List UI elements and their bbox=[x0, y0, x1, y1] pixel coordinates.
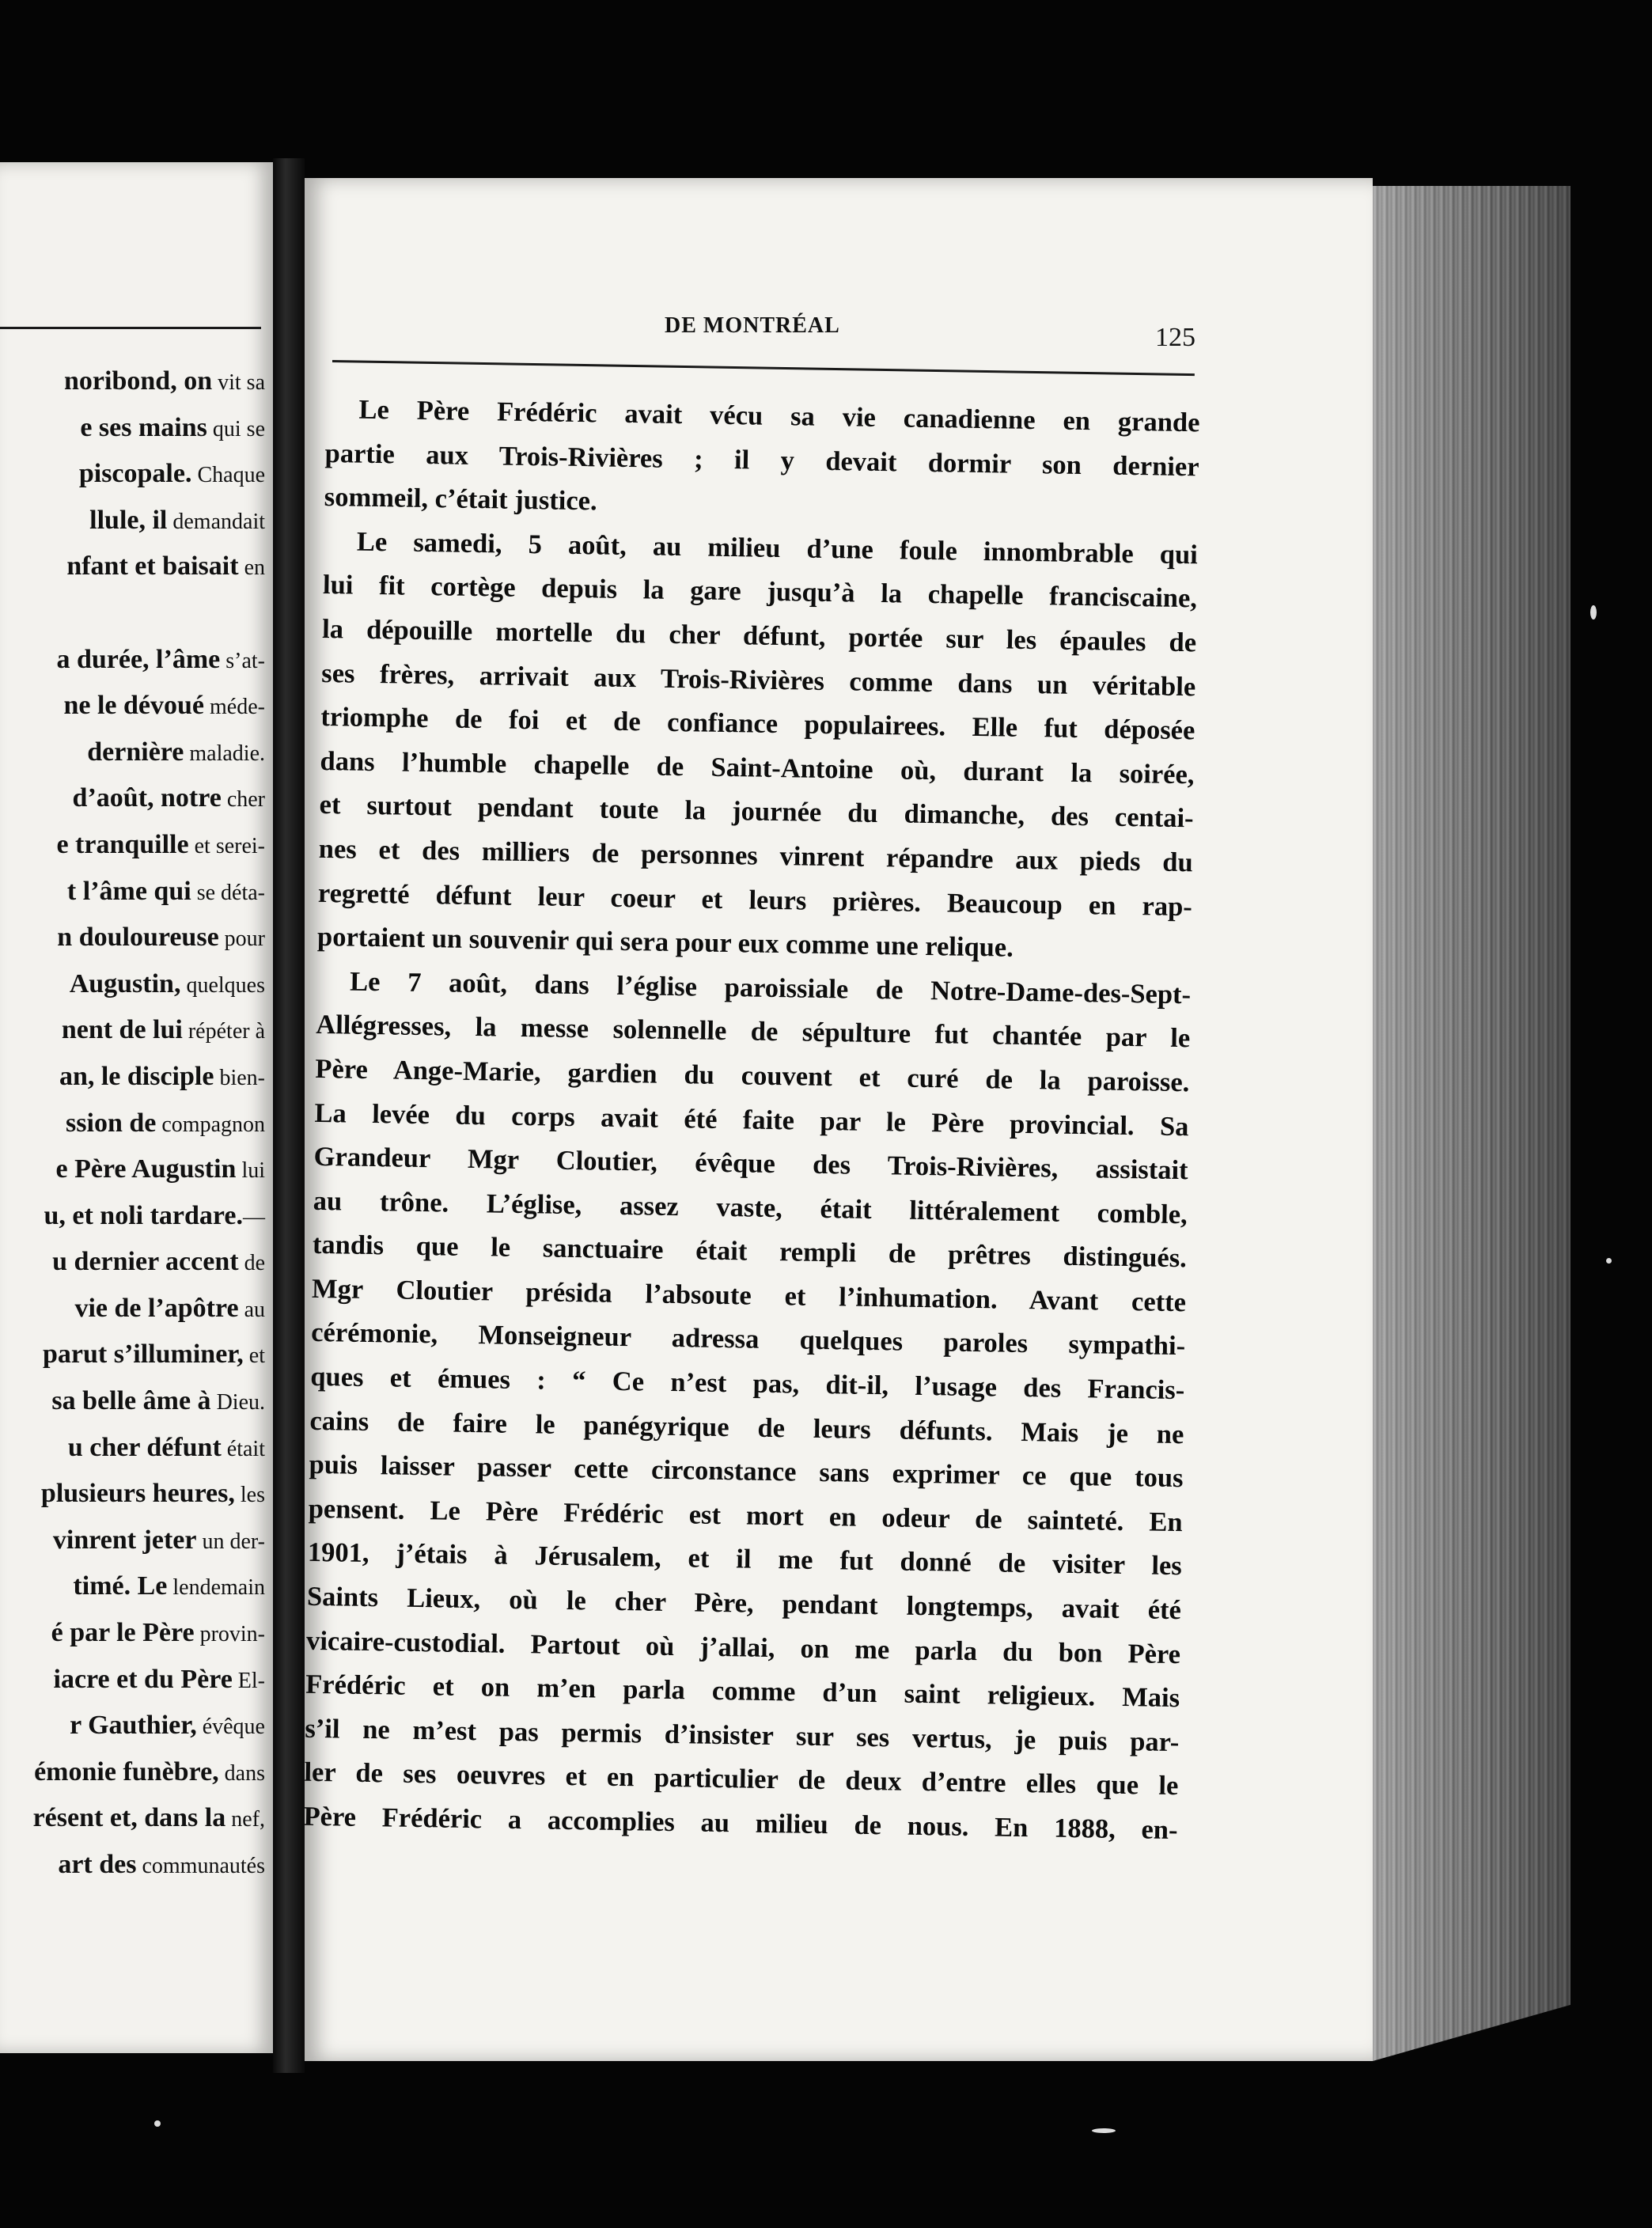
left-line-bold-part: r Gauthier, bbox=[70, 1711, 197, 1741]
left-page-line bbox=[0, 683, 265, 729]
text-line: Frédéric et on m’en parla comme d’un saint religieux. Mais bbox=[305, 1669, 1180, 1714]
left-line-light-part: s’at- bbox=[220, 648, 265, 673]
left-line-bold-part: d’août, notre bbox=[72, 783, 222, 813]
left-line-bold-part: Augustin, bbox=[69, 968, 181, 998]
left-line-bold-part: art des bbox=[58, 1850, 137, 1879]
text-line: puis laisser passer cette circonstance sans exprimer ce que tous bbox=[309, 1449, 1184, 1494]
text-line: pensent. Le Père Frédéric est mort en odeur de sainteté. En bbox=[308, 1493, 1183, 1538]
text-line: dans l’humble chapelle de Saint-Antoine où, durant la soirée, bbox=[320, 745, 1195, 790]
left-line-bold-part: iacre et du Père bbox=[53, 1664, 233, 1694]
left-line-light-part: lendemain bbox=[167, 1575, 265, 1601]
left-page-line bbox=[0, 498, 265, 544]
left-line-light-part: communautés bbox=[136, 1854, 265, 1878]
text-line: Mgr Cloutier présida l’absoute et l’inhumation. Avant cette bbox=[311, 1273, 1187, 1318]
text-line: tandis que le sanctuaire était rempli de prêtres distingués. bbox=[312, 1230, 1188, 1274]
left-line-light-part: provin- bbox=[194, 1622, 265, 1647]
left-line-light-part: quelques bbox=[180, 972, 265, 998]
left-line-light-part: bien- bbox=[214, 1065, 265, 1090]
left-page-line bbox=[0, 544, 265, 590]
text-line: cérémonie, Monseigneur adressa quelques paroles sympathi- bbox=[310, 1317, 1186, 1362]
text-line: Père Frédéric a accomplies au milieu de nous. En 1888, en- bbox=[303, 1801, 1178, 1846]
left-line-bold-part: llule, il bbox=[89, 505, 168, 535]
left-line-light-part: Chaque bbox=[191, 463, 265, 488]
left-line-bold-part: parut s’illuminer, bbox=[43, 1339, 244, 1370]
text-line: ques et émues : “ Ce n’est pas, dit-il, l’usage des Francis- bbox=[310, 1361, 1185, 1406]
left-line-light-part: demandait bbox=[167, 509, 265, 534]
left-line-bold-part: e Père Augustin bbox=[55, 1154, 237, 1184]
left-line-light-part: Dieu. bbox=[210, 1390, 265, 1415]
left-page-line bbox=[0, 1239, 265, 1286]
text-line: vicaire-custodial. Partout où j’allai, on me parla du bon Père bbox=[305, 1625, 1181, 1669]
left-page-line bbox=[0, 1286, 265, 1332]
left-line-bold-part: u dernier accent bbox=[52, 1247, 239, 1277]
left-line-light-part: au bbox=[238, 1297, 265, 1322]
text-line: ses frères, arrivait aux Trois-Rivières comme dans un véritable bbox=[321, 657, 1196, 702]
running-head: DE MONTRÉAL bbox=[665, 313, 840, 338]
left-line-bold-part: sa belle âme à bbox=[51, 1386, 211, 1416]
text-line: Saints Lieux, où le cher Père, pendant longtemps, avait été bbox=[306, 1581, 1182, 1626]
left-page-line bbox=[0, 1842, 265, 1889]
left-line-bold-part: piscopale. bbox=[78, 459, 192, 489]
left-page-line bbox=[0, 729, 265, 776]
left-page-line bbox=[0, 775, 265, 822]
left-line-light-part: nef, bbox=[225, 1807, 265, 1832]
left-page-rule bbox=[0, 327, 261, 329]
left-line-bold-part: timé. Le bbox=[73, 1571, 168, 1601]
left-line-bold-part: a durée, l’âme bbox=[56, 644, 221, 674]
left-line-bold-part: vinrent jeter bbox=[52, 1525, 197, 1555]
book-page-edges bbox=[1373, 186, 1571, 2061]
left-page-line bbox=[0, 1425, 265, 1472]
left-line-bold-part: vie de l’apôtre bbox=[74, 1293, 239, 1323]
left-line-bold-part: e tranquille bbox=[56, 829, 189, 859]
left-line-bold-part: résent et, dans la bbox=[32, 1803, 226, 1833]
left-page-line bbox=[0, 451, 265, 498]
left-line-light-part: vit sa bbox=[212, 370, 265, 395]
left-line-bold-part: nfant et baisait bbox=[66, 551, 239, 582]
text-line: lui fit cortège depuis la gare jusqu’à la chapelle franciscaine, bbox=[322, 570, 1198, 614]
left-line-light-part: et bbox=[243, 1343, 265, 1369]
body-text bbox=[303, 388, 1200, 1853]
left-page-line bbox=[0, 1610, 265, 1657]
left-page-line bbox=[0, 1054, 265, 1101]
text-line: nes et des milliers de personnes vinrent répandre aux pieds du bbox=[318, 833, 1194, 878]
left-line-bold-part: é par le Père bbox=[51, 1618, 195, 1648]
left-page-line bbox=[0, 1749, 265, 1796]
left-line-bold-part: ssion de bbox=[66, 1108, 157, 1138]
left-page bbox=[0, 162, 273, 2053]
page-number: 125 bbox=[1155, 323, 1195, 352]
left-line-light-part: en bbox=[238, 555, 265, 581]
text-line: et surtout pendant toute la journée du dimanche, des centai- bbox=[319, 790, 1194, 834]
left-line-bold-part: dernière bbox=[87, 737, 184, 767]
left-line-light-part: méde- bbox=[204, 695, 265, 720]
left-line-bold-part: noribond, on bbox=[64, 366, 213, 396]
left-line-light-part: un der- bbox=[196, 1529, 265, 1554]
left-line-light-part: répéter à bbox=[182, 1019, 265, 1044]
left-page-line bbox=[0, 869, 265, 915]
left-line-bold-part: an, le disciple bbox=[59, 1061, 214, 1091]
text-line: La levée du corps avait été faite par le Père provincial. Sa bbox=[314, 1097, 1189, 1142]
left-line-light-part: El- bbox=[232, 1668, 265, 1693]
left-page-line bbox=[0, 1332, 265, 1378]
text-line: s’il ne m’est pas permis d’insister sur ses vertus, je puis par- bbox=[305, 1713, 1180, 1757]
left-page-line bbox=[0, 358, 265, 405]
text-line: sommeil, c’était justice. bbox=[324, 482, 597, 517]
text-line: Grandeur Mgr Cloutier, évêque des Trois-Rivières, assistait bbox=[313, 1141, 1188, 1186]
left-line-bold-part: u, et noli tardare. bbox=[44, 1200, 243, 1230]
left-line-bold-part: nent de lui bbox=[61, 1015, 183, 1045]
left-page-line bbox=[0, 1007, 265, 1054]
text-line: 1901, j’étais à Jérusalem, et il me fut donné de visiter les bbox=[307, 1537, 1183, 1582]
text-line: Allégresses, la messe solennelle de sépulture fut chantée par le bbox=[316, 1010, 1191, 1054]
book-gutter bbox=[273, 158, 305, 2073]
left-line-light-part: qui se bbox=[206, 416, 265, 441]
left-line-light-part: cher bbox=[221, 787, 265, 813]
text-line: la dépouille mortelle du cher défunt, portée sur les épaules de bbox=[321, 613, 1197, 658]
left-line-light-part: lui bbox=[236, 1158, 265, 1184]
text-line: portaient un souvenir qui sera pour eux comme une relique. bbox=[316, 922, 1014, 963]
left-line-bold-part: u cher défunt bbox=[67, 1432, 222, 1462]
left-page-line bbox=[0, 1101, 265, 1147]
left-page-line bbox=[0, 1795, 265, 1842]
left-line-light-part: maladie. bbox=[184, 741, 265, 766]
left-page-line bbox=[0, 1378, 265, 1425]
text-line: Le Père Frédéric avait vécu sa vie canadienne en grande bbox=[358, 394, 1200, 438]
left-line-light-part: compagnon bbox=[156, 1112, 265, 1137]
text-line: au trône. L’église, assez vaste, était littéralement comble, bbox=[313, 1185, 1188, 1230]
left-line-light-part: dans bbox=[218, 1760, 265, 1786]
left-line-light-part: pour bbox=[218, 926, 265, 952]
left-line-bold-part: plusieurs heures, bbox=[40, 1479, 235, 1509]
left-line-bold-part: n douloureuse bbox=[57, 923, 219, 953]
left-line-bold-part: t l’âme qui bbox=[66, 876, 191, 906]
text-line: ler de ses oeuvres et en particulier de deux d’entre elles que le bbox=[304, 1757, 1179, 1802]
left-line-light-part: évêque bbox=[196, 1715, 265, 1740]
left-page-line bbox=[0, 1518, 265, 1564]
left-line-light-part: et serei- bbox=[188, 833, 265, 858]
left-page-line bbox=[0, 637, 265, 684]
left-page-line bbox=[0, 1703, 265, 1749]
left-page-line bbox=[0, 1193, 265, 1240]
text-line: partie aux Trois-Rivières ; il y devait dormir son dernier bbox=[324, 438, 1199, 482]
left-page-line bbox=[0, 590, 265, 637]
left-line-light-part: les bbox=[234, 1483, 265, 1508]
left-page-line bbox=[0, 1657, 265, 1703]
left-line-light-part: — bbox=[243, 1204, 265, 1230]
text-line: triomphe de foi et de confiance populairees. Elle fut déposée bbox=[320, 702, 1195, 746]
left-page-text bbox=[0, 358, 265, 1889]
left-line-light-part: était bbox=[221, 1436, 265, 1461]
left-page-line bbox=[0, 822, 265, 869]
text-line: Le samedi, 5 août, au milieu d’une foule innombrable qui bbox=[356, 526, 1199, 570]
left-page-line bbox=[0, 1146, 265, 1193]
left-line-light-part: de bbox=[238, 1251, 265, 1276]
left-page-line bbox=[0, 961, 265, 1008]
left-page-line bbox=[0, 1563, 265, 1610]
left-line-bold-part: e ses mains bbox=[80, 412, 207, 442]
text-line: cains de faire le panégyrique de leurs défunts. Mais je ne bbox=[309, 1405, 1184, 1449]
left-line-bold-part: émonie funèbre, bbox=[34, 1756, 219, 1787]
left-page-line bbox=[0, 405, 265, 452]
text-line: Le 7 août, dans l’église paroissiale de Notre-Dame-des-Sept- bbox=[349, 966, 1192, 1010]
text-line: Père Ange-Marie, gardien du couvent et curé de la paroisse. bbox=[315, 1053, 1190, 1098]
left-line-light-part: se déta- bbox=[191, 880, 265, 905]
text-line: regretté défunt leur coeur et leurs prières. Beaucoup en rap- bbox=[317, 877, 1193, 922]
left-line-bold-part: ne le dévoué bbox=[63, 691, 205, 721]
left-page-line bbox=[0, 1471, 265, 1518]
left-page-line bbox=[0, 915, 265, 961]
